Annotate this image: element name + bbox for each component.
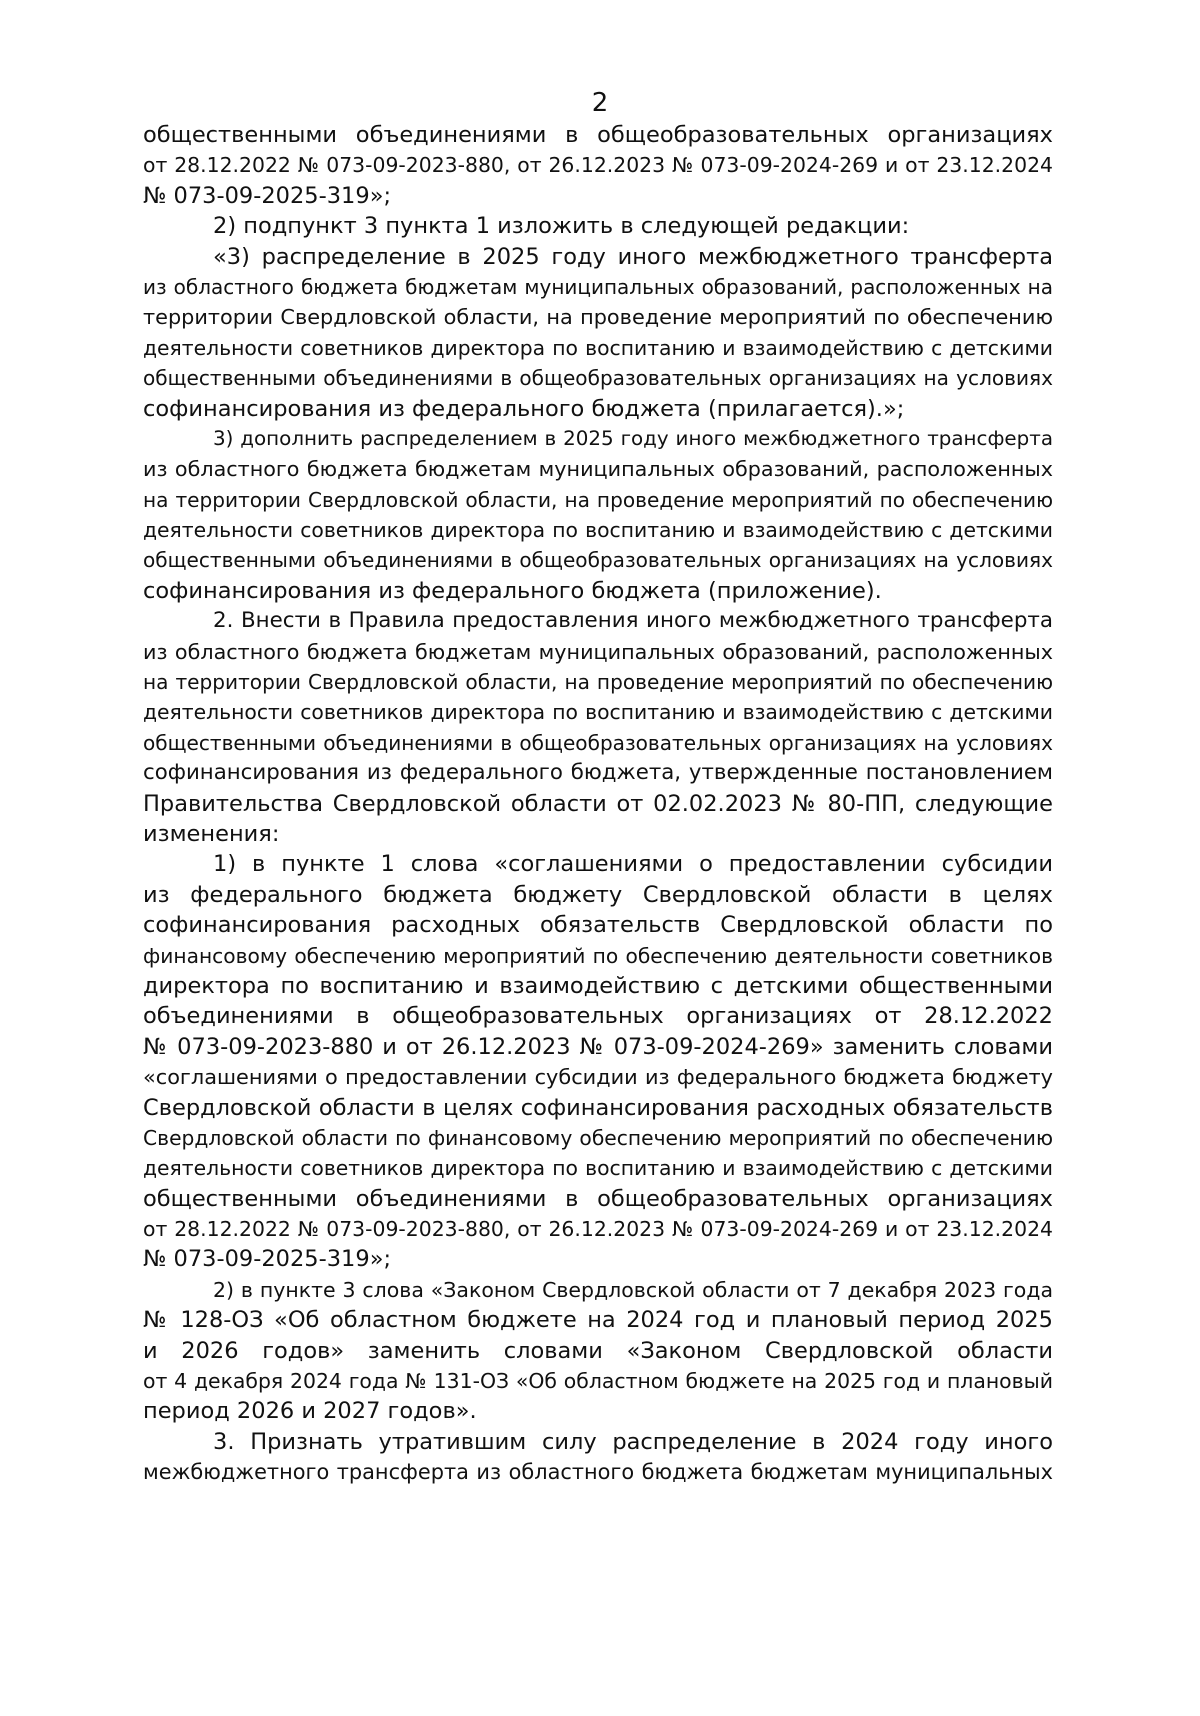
text-line: на территории Свердловской области, на проведение мероприятий по обеспечению — [143, 670, 1053, 695]
text-line: № 073-09-2025-319»; — [143, 1246, 392, 1273]
text-line: финансовому обеспечению мероприятий по обеспечению деятельности советников — [143, 943, 1053, 968]
text-line: период 2026 и 2027 годов». — [143, 1398, 477, 1425]
text-line: 2) подпункт 3 пункта 1 изложить в следующей редакции: — [213, 213, 910, 240]
text-line: территории Свердловской области, на проведение мероприятий по обеспечению — [143, 305, 1053, 330]
text-line: и 2026 годов» заменить словами «Законом Свердловской области — [143, 1337, 1053, 1364]
text-line: деятельности советников директора по воспитанию и взаимодействию с детскими — [143, 700, 1053, 725]
text-line: 3) дополнить распределением в 2025 году иного межбюджетного трансферта — [213, 426, 1053, 450]
text-line: деятельности советников директора по воспитанию и взаимодействию с детскими — [143, 518, 1053, 543]
text-line: софинансирования из федерального бюджета (приложение). — [143, 577, 882, 604]
text-line: № 073-09-2023-880 и от 26.12.2023 № 073-09-2024-269» заменить словами — [143, 1033, 1053, 1060]
text-line: 2. Внести в Правила предоставления иного межбюджетного трансферта — [213, 608, 1053, 634]
text-line: директора по воспитанию и взаимодействию с детскими общественными — [143, 972, 1053, 999]
text-line: софинансирования из федерального бюджета, утвержденные постановлением — [143, 760, 1053, 786]
text-line: из областного бюджета бюджетам муниципальных образований, расположенных на — [143, 274, 1053, 299]
text-line: общественными объединениями в общеобразовательных организациях на условиях — [143, 548, 1053, 573]
text-line: «3) распределение в 2025 году иного межбюджетного трансферта — [213, 243, 1053, 270]
text-line: софинансирования расходных обязательств Свердловской области по — [143, 912, 1053, 939]
text-line: от 28.12.2022 № 073-09-2023-880, от 26.12.2023 № 073-09-2024-269 и от 23.12.2024 — [143, 1217, 1053, 1242]
text-line: Свердловской области по финансовому обеспечению мероприятий по обеспечению — [143, 1125, 1053, 1150]
text-line: деятельности советников директора по воспитанию и взаимодействию с детскими — [143, 1156, 1053, 1181]
text-line: межбюджетного трансферта из областного бюджета бюджетам муниципальных — [143, 1460, 1053, 1485]
text-line: из областного бюджета бюджетам муниципальных образований, расположенных — [143, 457, 1053, 482]
text-line: от 4 декабря 2024 года № 131-ОЗ «Об областном бюджете на 2025 год и плановый — [143, 1369, 1053, 1394]
document-body — [143, 120, 1053, 1488]
text-line: объединениями в общеобразовательных организациях от 28.12.2022 — [143, 1003, 1053, 1030]
text-line: деятельности советников директора по воспитанию и взаимодействию с детскими — [143, 335, 1053, 360]
text-line: 3. Признать утратившим силу распределение в 2024 году иного — [213, 1428, 1053, 1455]
text-line: Правительства Свердловской области от 02.02.2023 № 80-ПП, следующие — [143, 790, 1053, 817]
text-line: изменения: — [143, 820, 280, 847]
text-line: из областного бюджета бюджетам муниципальных образований, расположенных — [143, 639, 1053, 664]
text-line: общественными объединениями в общеобразовательных организациях на условиях — [143, 730, 1053, 755]
text-line: от 28.12.2022 № 073-09-2023-880, от 26.12.2023 № 073-09-2024-269 и от 23.12.2024 — [143, 153, 1053, 178]
text-line: из федерального бюджета бюджету Свердловской области в целях — [143, 881, 1053, 908]
text-line: общественными объединениями в общеобразовательных организациях — [143, 122, 1053, 148]
text-line: № 073-09-2025-319»; — [143, 182, 392, 209]
text-line: на территории Свердловской области, на проведение мероприятий по обеспечению — [143, 487, 1053, 512]
text-line: 2) в пункте 3 слова «Законом Свердловской области от 7 декабря 2023 года — [213, 1277, 1053, 1302]
page-number: 2 — [591, 88, 609, 118]
text-line: 1) в пункте 1 слова «соглашениями о предоставлении субсидии — [213, 851, 1053, 878]
text-line: общественными объединениями в общеобразовательных организациях на условиях — [143, 366, 1053, 391]
text-line: общественными объединениями в общеобразовательных организациях — [143, 1185, 1053, 1212]
text-line: № 128-ОЗ «Об областном бюджете на 2024 год и плановый период 2025 — [143, 1307, 1053, 1334]
text-line: «соглашениями о предоставлении субсидии из федерального бюджета бюджету — [143, 1065, 1053, 1090]
text-line: софинансирования из федерального бюджета (прилагается).»; — [143, 395, 905, 422]
text-line: Свердловской области в целях софинансирования расходных обязательств — [143, 1094, 1053, 1121]
